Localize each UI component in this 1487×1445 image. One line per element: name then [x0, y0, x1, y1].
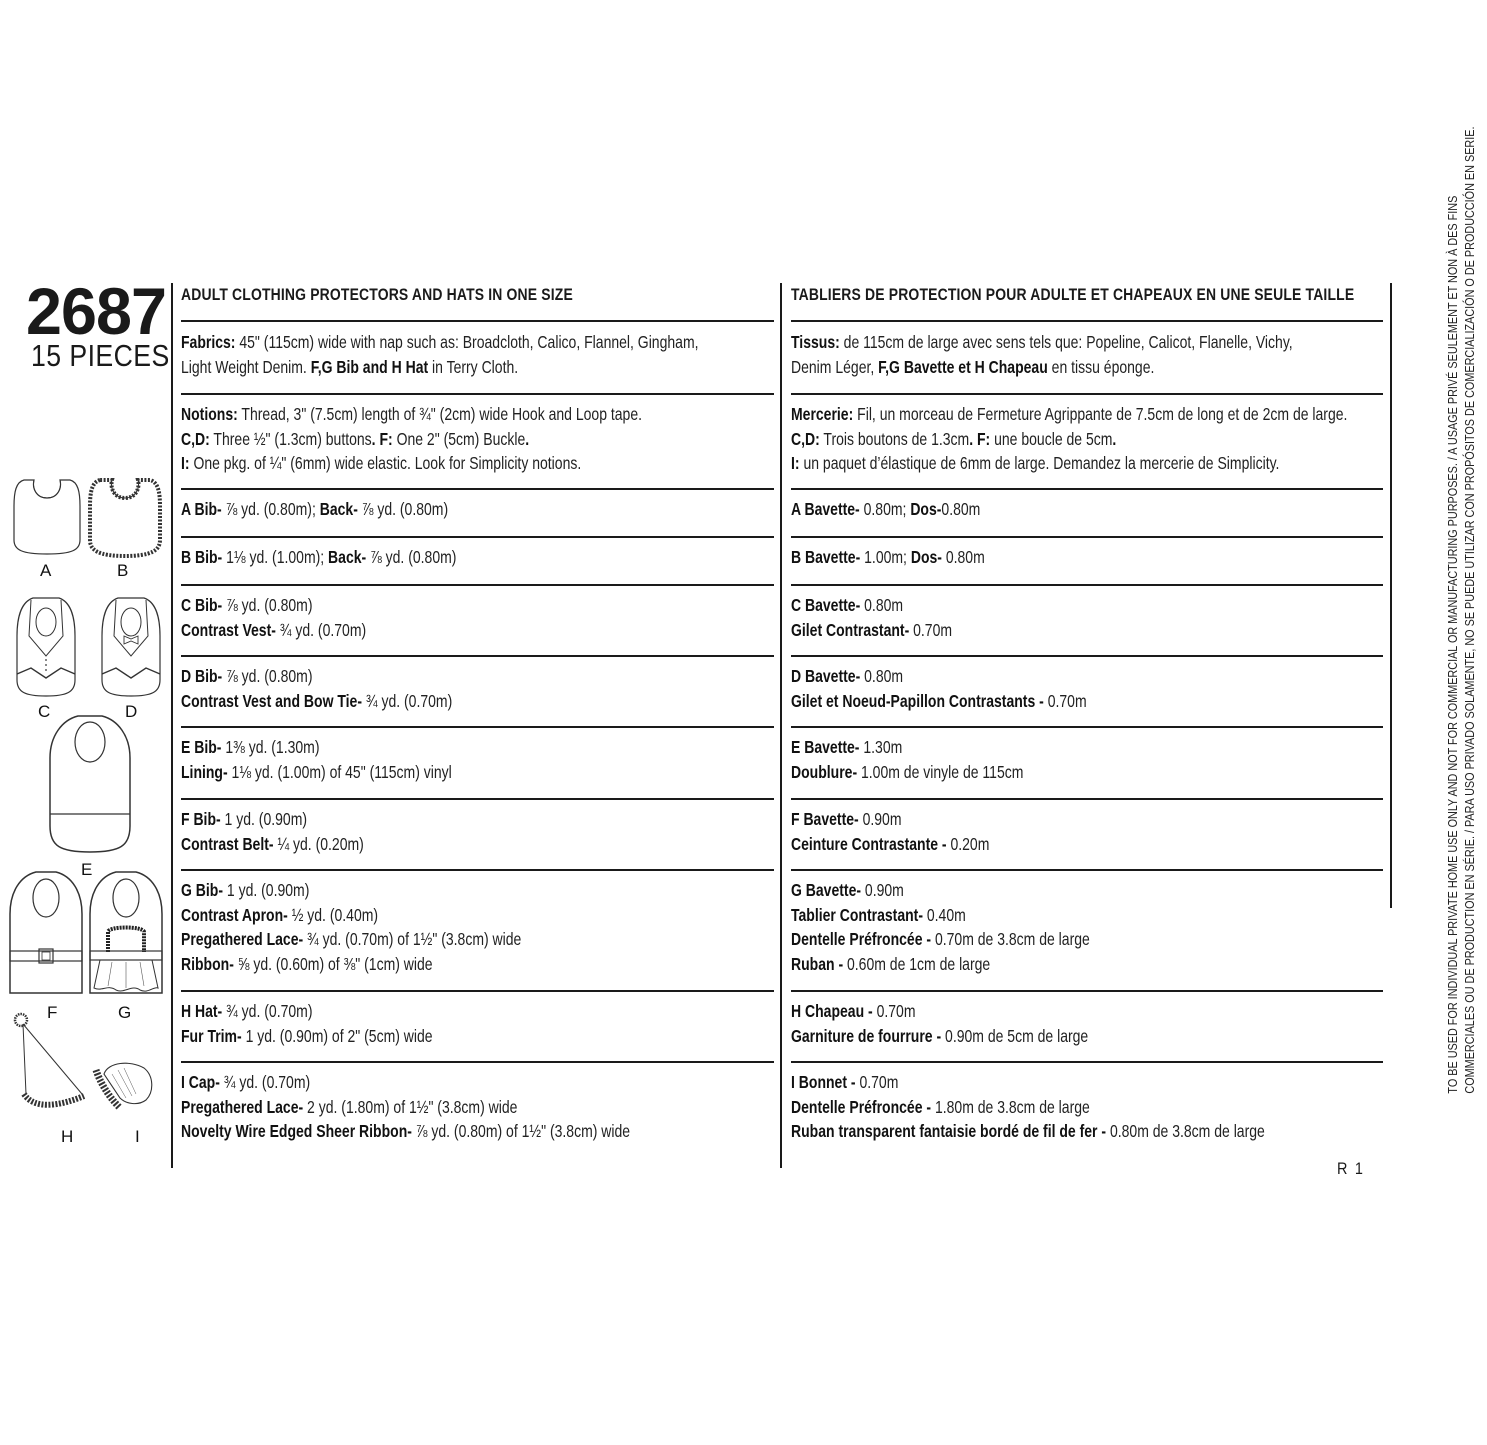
item-amount: 0.80m; [859, 499, 911, 519]
item-amount: ⅞ yd. (0.80m) [222, 666, 313, 686]
item-label: I Cap- [181, 1072, 220, 1092]
yardage-item [791, 735, 1082, 784]
divider [181, 726, 774, 728]
yardage-item [791, 497, 1028, 522]
item-amount: 0.70m de 3.8cm de large [931, 929, 1090, 949]
item-amount: 1 yd. (0.90m) [220, 809, 308, 829]
item-label: G Bib- [181, 880, 223, 900]
item-label: Gilet et Noeud-Papillon Contrastants - [791, 690, 1044, 711]
divider [181, 488, 774, 490]
cap-i-illustration [90, 1058, 156, 1116]
column-divider-left [171, 283, 173, 1168]
item-amount: 0.80m [860, 595, 904, 615]
item-amount: 0.80m [941, 547, 985, 567]
divider [791, 320, 1383, 322]
yardage-item [181, 735, 519, 784]
divider [181, 990, 774, 992]
divider [181, 1061, 774, 1063]
notions-label: Notions: [181, 404, 238, 424]
item-label: Ceinture Contrastante - [791, 833, 947, 854]
item-amount: 0.80m de 3.8cm de large [1106, 1121, 1265, 1141]
hat-h-illustration [14, 1010, 86, 1120]
french-title: TABLIERS DE PROTECTION POUR ADULTE ET CHAPEAUX EN UNE SEULE TAILLE [791, 285, 1355, 304]
bib-a-illustration [12, 478, 82, 558]
fabrics-label: Fabrics: [181, 332, 236, 352]
item-label: Fur Trim- [181, 1025, 242, 1046]
bib-d-illustration [100, 596, 162, 698]
item-label: Pregathered Lace- [181, 929, 304, 949]
item-label: Pregathered Lace- [181, 1096, 304, 1117]
item-label: B Bavette- [791, 547, 861, 567]
item-amount: ⅝ yd. (0.60m) of ⅜" (1cm) wide [233, 953, 433, 974]
item-label: Gilet Contrastant- [791, 619, 910, 640]
item-label: B Bib- [181, 547, 223, 567]
yardage-item [181, 545, 525, 570]
notions-section: Notions: Thread, 3" (7.5cm) length of ¾" (2cm) wide Hook and Loop tape. C,D: Three ½" (1.3cm) buttons. F: One 2" (5cm) Buckle. I: One pkg. of ¼" (6mm) wide elastic. Look for Simplicity notions. [181, 404, 643, 473]
yardage-item [791, 664, 1161, 713]
page-code: R 1 [1337, 1159, 1365, 1178]
item-label: Dos- [910, 547, 942, 567]
item-amount: ¾ yd. (0.70m) [222, 1001, 313, 1021]
divider [181, 536, 774, 538]
item-amount: ⅞ yd. (0.80m) [357, 499, 449, 519]
divider [791, 1061, 1383, 1063]
label-h: H [61, 1127, 74, 1146]
divider [791, 726, 1383, 728]
item-amount: 1.00m; [860, 547, 911, 567]
yardage-item [791, 545, 1033, 570]
item-label: Contrast Apron- [181, 904, 288, 925]
item-label: Contrast Vest and Bow Tie- [181, 690, 362, 711]
yardage-item [181, 593, 412, 642]
item-amount: ½ yd. (0.40m) [287, 904, 379, 925]
item-label: F Bib- [181, 809, 221, 829]
item-label: C Bavette- [791, 595, 861, 615]
item-amount: 0.70m [909, 619, 953, 640]
divider [791, 869, 1383, 871]
item-label: H Chapeau - [791, 1001, 873, 1021]
item-amount: 2 yd. (1.80m) of 1½" (3.8cm) wide [303, 1096, 518, 1117]
item-amount: 0.60m de 1cm de large [843, 953, 991, 974]
item-amount: ¾ yd. (0.70m) [219, 1072, 311, 1092]
item-amount: 1⅛ yd. (1.00m) of 45" (115cm) vinyl [227, 761, 452, 782]
mercerie-section: Mercerie: Fil, un morceau de Fermeture Agrippante de 7.5cm de long et de 2cm de large. C,D: Trois boutons de 1.3cm. F: une boucle de 5cm. I: un paquet d’élastique de 6mm de large. Demandez la mercerie de Simplicity. [791, 404, 1348, 473]
item-label: Lining- [181, 761, 228, 782]
item-label: Tablier Contrastant- [791, 904, 923, 925]
item-label: Ruban transparent fantaisie bordé de fil de fer - [791, 1121, 1107, 1141]
yardage-item [791, 1070, 1383, 1144]
item-amount: 0.90m de 5cm de large [941, 1025, 1089, 1046]
yardage-item [181, 664, 520, 713]
divider [791, 393, 1383, 395]
divider [791, 584, 1383, 586]
column-divider-middle [780, 283, 782, 1168]
item-amount: 0.20m [946, 833, 990, 854]
fabrics-section: Fabrics: 45" (115cm) wide with nap such as: Broadcloth, Calico, Flannel, Gingham, Light Weight Denim. F,G Bib and H Hat in Terry Cloth. [181, 332, 699, 377]
item-amount: 1.30m [859, 737, 903, 757]
item-amount: 1 yd. (0.90m) of 2" (5cm) wide [241, 1025, 433, 1046]
divider [791, 798, 1383, 800]
item-label: Back- [328, 547, 367, 567]
item-label: Doublure- [791, 761, 858, 782]
item-amount: ¾ yd. (0.70m) of 1½" (3.8cm) wide [303, 929, 522, 949]
fabrics-text: 45" (115cm) wide with nap such as: Broadcloth, Calico, Flannel, Gingham, [235, 332, 699, 352]
divider [181, 584, 774, 586]
english-title: ADULT CLOTHING PROTECTORS AND HATS IN ONE SIZE [181, 285, 573, 304]
label-b: B [117, 561, 129, 580]
item-label: I Bonnet - [791, 1072, 856, 1092]
item-label: Contrast Belt- [181, 833, 274, 854]
label-f: F [47, 1003, 58, 1022]
item-amount: ¾ yd. (0.70m) [362, 690, 453, 711]
item-amount: 1⅛ yd. (1.00m); [222, 547, 329, 567]
item-label: Novelty Wire Edged Sheer Ribbon- [181, 1121, 412, 1141]
mercerie-label: Mercerie: [791, 404, 854, 424]
bib-g-illustration [88, 870, 164, 995]
item-amount: 0.70m [1043, 690, 1087, 711]
item-amount: 0.70m [855, 1072, 899, 1092]
item-label: Dos- [910, 499, 942, 519]
item-label: D Bib- [181, 666, 223, 686]
item-label: H Hat- [181, 1001, 223, 1021]
item-label: Back- [319, 499, 358, 519]
divider [181, 655, 774, 657]
item-label: A Bavette- [791, 499, 860, 519]
divider [181, 798, 774, 800]
item-amount: 0.90m [858, 809, 902, 829]
item-amount: ⅞ yd. (0.80m) [222, 595, 313, 615]
item-amount: 1 yd. (0.90m) [223, 880, 310, 900]
item-label: Dentelle Préfroncée - [791, 1096, 932, 1117]
item-label: Ribbon- [181, 953, 234, 974]
item-amount: ⅞ yd. (0.80m) [366, 547, 457, 567]
tissus-label: Tissus: [791, 332, 840, 352]
yardage-item [791, 593, 992, 642]
item-amount: 0.80m [860, 666, 904, 686]
divider [791, 990, 1383, 992]
divider [791, 536, 1383, 538]
item-label: Dentelle Préfroncée - [791, 929, 932, 949]
tissus-section: Tissus: de 115cm de large avec sens tels que: Popeline, Calicot, Flanelle, Vichy, Denim Léger, F,G Bavette et H Chapeau en tissu éponge. [791, 332, 1293, 377]
label-a: A [40, 561, 52, 580]
divider [181, 393, 774, 395]
label-d: D [125, 702, 138, 721]
item-amount: 1.80m de 3.8cm de large [931, 1096, 1090, 1117]
item-label: A Bib- [181, 499, 222, 519]
item-label: Garniture de fourrure - [791, 1025, 942, 1046]
yardage-item [791, 999, 1163, 1048]
item-amount: ¾ yd. (0.70m) [275, 619, 367, 640]
legal-line-2: COMMERCIALES OU DE PRODUCTION EN SÉRIE. / PARA USO PRIVADO SOLAMENTE, NO SE PUEDE UTILIZAR CON PROPÓSITOS DE COMERCIALIZACIÓN O DE PRODUCCIÓN EN SERIE. [1463, 126, 1477, 1094]
item-amount: 1.00m de vinyle de 115cm [857, 761, 1024, 782]
yardage-item [791, 807, 1039, 856]
yardage-item [181, 1070, 742, 1144]
item-label: G Bavette- [791, 880, 862, 900]
divider [791, 655, 1383, 657]
pieces-count: 15 PIECES [31, 338, 170, 373]
label-g: G [118, 1003, 132, 1022]
item-amount: ⅞ yd. (0.80m); [221, 499, 320, 519]
yardage-item [791, 878, 1165, 976]
divider [181, 320, 774, 322]
item-label: Ruban - [791, 953, 844, 974]
item-label: C Bib- [181, 595, 223, 615]
pattern-number: 2687 [26, 274, 166, 348]
item-amount: 0.90m [861, 880, 904, 900]
divider [791, 488, 1383, 490]
item-label: E Bib- [181, 737, 222, 757]
item-amount: 0.40m [922, 904, 966, 925]
bib-e-illustration [48, 714, 132, 854]
label-c: C [38, 702, 51, 721]
legal-line-1: TO BE USED FOR INDIVIDUAL PRIVATE HOME USE ONLY AND NOT FOR COMMERCIAL OR MANUFACTURING PURPOSES. / A USAGE PRIVÉ SEULEMENT ET NON À DES FINS [1446, 195, 1460, 1094]
item-label: E Bavette- [791, 737, 860, 757]
divider [181, 869, 774, 871]
bib-f-illustration [8, 870, 84, 995]
item-label: Contrast Vest- [181, 619, 276, 640]
yardage-item [181, 807, 410, 856]
yardage-item [181, 999, 496, 1048]
label-i: I [135, 1127, 140, 1146]
item-label: F Bavette- [791, 809, 859, 829]
item-amount: 0.70m [872, 1001, 916, 1021]
bib-b-illustration [88, 478, 162, 560]
item-amount: ¼ yd. (0.20m) [273, 833, 364, 854]
item-amount: 0.80m [941, 499, 981, 519]
item-label: D Bavette- [791, 666, 861, 686]
item-amount: ⅞ yd. (0.80m) of 1½" (3.8cm) wide [411, 1121, 631, 1141]
yardage-item [181, 878, 606, 976]
label-e: E [81, 860, 93, 879]
yardage-item [181, 497, 515, 522]
item-amount: 1⅜ yd. (1.30m) [221, 737, 320, 757]
bib-c-illustration [15, 596, 77, 698]
legal-notice [1445, 126, 1479, 1158]
